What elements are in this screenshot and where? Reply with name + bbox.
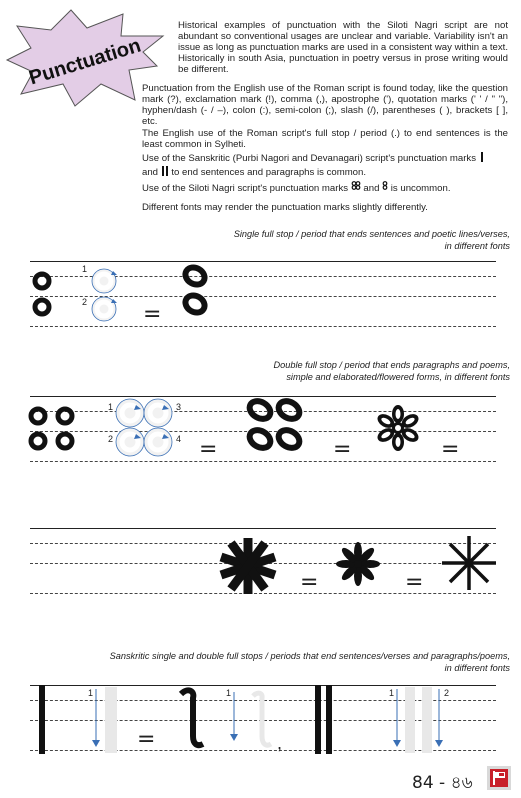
paragraph-siloti-marks <box>142 181 508 194</box>
equals-sign: = <box>300 570 319 595</box>
danda-mark <box>479 152 485 162</box>
double-danda-mark <box>161 166 169 176</box>
stroke-number-2: 2 <box>82 297 88 307</box>
paragraph-full-stop: The English use of the Roman script's full stop / period (.) to end sentences is the least common in Sylheti. <box>142 128 508 150</box>
paragraph-fonts-note: Different fonts may render the punctuation marks slightly differently. <box>142 202 428 213</box>
stroke-number-2: 2 <box>108 434 114 444</box>
siloti-text-a: Use of the Siloti Nagri script's punctuation marks <box>142 183 349 194</box>
caption-single-full-stop <box>150 229 510 252</box>
equals-sign: = <box>143 302 162 327</box>
stroke-number-4: 4 <box>176 434 182 444</box>
caption-line: in different fonts <box>444 662 510 673</box>
punctuation-badge <box>5 8 165 108</box>
double-full-stop-glyphs <box>25 395 465 465</box>
stroke-number-1: 1 <box>108 402 114 412</box>
equals-sign: = <box>333 437 352 462</box>
siloti-single-mark-small <box>382 181 388 190</box>
caption-sanskritic-full-stops <box>40 651 510 674</box>
caption-line: Double full stop / period that ends paragraphs and poems, <box>273 360 510 370</box>
caption-line: simple and elaborated/flowered forms, in different fonts <box>286 371 510 382</box>
single-full-stop-glyphs <box>25 262 225 332</box>
paragraph-sanskritic-marks <box>142 152 508 180</box>
equals-sign: = <box>405 570 424 595</box>
star-full-stop-glyphs <box>210 530 505 602</box>
sanskritic-text-c: to end sentences and paragraphs is common. <box>171 167 367 178</box>
flag-icon <box>487 766 511 790</box>
stroke-number-1: 1 <box>226 688 232 698</box>
stroke-number-1: 1 <box>88 688 94 698</box>
stroke-number-3: 3 <box>176 402 182 412</box>
intro-paragraph: Historical examples of punctuation with the Siloti Nagri script are not abundant so conventional usages are unclear and variable. Variability isn't an issue as long as punctuation marks are used in a consistent way within a text. Historically in south Asia, punctuation in poetry versus in prose writing would be different. <box>178 20 508 75</box>
stroke-number-2: 2 <box>444 688 450 698</box>
caption-double-full-stop <box>150 360 510 383</box>
paragraph-english-punctuation: Punctuation from the English use of the Roman script is found today, like the question mark (?), exclamation mark (!), comma (,), apostrophe ('), quotation marks (' ' / " "), hyphen/dash (- / –), colon (:), semi-colon (;), slash (/), parentheses ( ), brackets [ ], etc. <box>142 83 508 127</box>
siloti-text-c: is uncommon. <box>390 183 451 194</box>
equals-sign: = <box>441 437 460 462</box>
equals-sign: = <box>137 727 156 752</box>
sanskritic-text-a: Use of the Sanskritic (Purbi Nagori and Devanagari) script's punctuation marks <box>142 153 477 164</box>
stroke-number-1: 1 <box>389 688 395 698</box>
siloti-text-b: and <box>363 183 380 194</box>
equals-sign: = <box>199 437 218 462</box>
caption-line: Sanskritic single and double full stops / periods that end sentences/verses and paragraphs/poems, <box>109 651 510 661</box>
guide-line <box>30 528 496 529</box>
caption-line: in different fonts <box>444 240 510 251</box>
caption-line: Single full stop / period that ends sentences and poetic lines/verses, <box>233 229 510 239</box>
comma-mark: , <box>277 733 283 753</box>
siloti-double-mark-small <box>351 181 361 190</box>
stroke-number-1: 1 <box>82 264 88 274</box>
page-number: 84 - ৪৬ <box>412 773 473 793</box>
badge-label: Punctuation <box>26 34 144 90</box>
sanskritic-text-b: and <box>142 167 159 178</box>
